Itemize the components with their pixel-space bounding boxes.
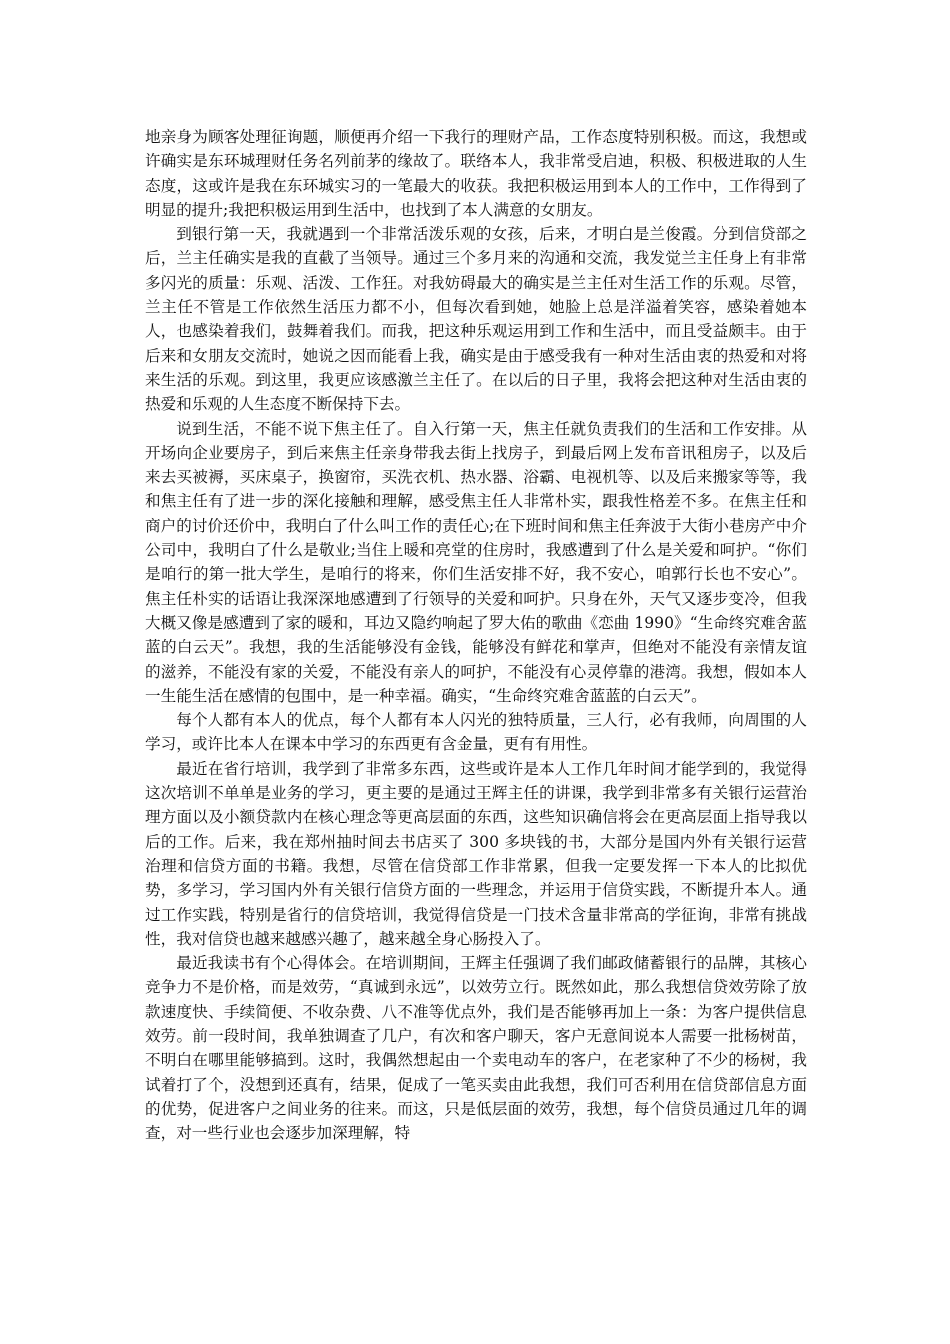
paragraph-5: 最近在省行培训，我学到了非常多东西，这些或许是本人工作几年时间才能学到的，我觉得这次培训不单单是业务的学习，更主要的是通过王辉主任的讲课，我学到非常多有关银行运营治理方面以及小额贷款内在核心理念等更高层面的东西，这些知识确信将会在更高层面上指导我以后的工作。后来，我在郑州抽时间去书店买了 300 多块钱的书，大部分是国内外有关银行运营治理和信贷方面的书籍。我想，尽管在信贷部工作非常累，但我一定要发挥一下本人的比拟优势，多学习，学习国内外有关银行信贷方面的一些理念，并运用于信贷实践，不断提升本人。通过工作实践，特别是省行的信贷培训，我觉得信贷是一门技术含量非常高的学征询，非常有挑战性，我对信贷也越来越感兴趣了，越来越全身心肠投入了。 [145, 759, 807, 948]
document-page [145, 125, 807, 1145]
paragraph-6: 最近我读书有个心得体会。在培训期间，王辉主任强调了我们邮政储蓄银行的品牌，其核心竞争力不是价格，而是效劳，“真诚到永远”，以效劳立行。既然如此，那么我想信贷效劳除了放款速度快、手续简便、不收杂费、八不准等优点外，我们是否能够再加上一条：为客户提供信息效劳。前一段时间，我单独调查了几户，有次和客户聊天，客户无意间说本人需要一批杨树苗，不明白在哪里能够搞到。这时，我偶然想起由一个卖电动车的客户，在老家种了不少的杨树，我试着打了个，没想到还真有，结果，促成了一笔买卖由此我想，我们可否利用在信贷部信息方面的优势，促进客户之间业务的往来。而这，只是低层面的效劳，我想，每个信贷员通过几年的调查，对一些行业也会逐步加深理解，特 [145, 954, 807, 1143]
paragraph-3: 说到生活，不能不说下焦主任了。自入行第一天，焦主任就负责我们的生活和工作安排。从开场向企业要房子，到后来焦主任亲身带我去街上找房子，到最后网上发布音讯租房子，以及后来去买被褥，买床桌子，换窗帘，买洗衣机、热水器、浴霸、电视机等、以及后来搬家等等，我和焦主任有了进一步的深化接触和理解，感受焦主任人非常朴实，跟我性格差不多。在焦主任和商户的讨价还价中，我明白了什么叫工作的责任心;在下班时间和焦主任奔波于大街小巷房产中介公司中，我明白了什么是敬业;当住上暖和亮堂的住房时，我感遭到了什么是关爱和呵护。“你们是咱行的第一批大学生，是咱行的将来，你们生活安排不好，我不安心，咱郭行长也不安心”。焦主任朴实的话语让我深深地感遭到了行领导的关爱和呵护。只身在外，天气又逐步变冷，但我大概又像是感遭到了家的暖和，耳边又隐约响起了罗大佑的歌曲《恋曲 1990》“生命终究难舍蓝蓝的白云天”。我想，我的生活能够没有金钱，能够没有鲜花和掌声，但绝对不能没有亲情友谊的滋养，不能没有家的关爱，不能没有亲人的呵护，不能没有心灵停靠的港湾。我想，假如本人一生能生活在感情的包围中，是一种幸福。确实，“生命终究难舍蓝蓝的白云天”。 [145, 419, 807, 705]
paragraph-1: 地亲身为顾客处理征询题，顺便再介绍一下我行的理财产品，工作态度特别积极。而这，我想或许确实是东环城理财任务名列前茅的缘故了。联络本人，我非常受启迪，积极、积极进取的人生态度，这或许是我在东环城实习的一笔最大的收获。我把积极运用到本人的工作中，工作得到了明显的提升;我把积极运用到生活中，也找到了本人满意的女朋友。 [145, 128, 807, 219]
paragraph-2: 到银行第一天，我就遇到一个非常活泼乐观的女孩，后来，才明白是兰俊霞。分到信贷部之后，兰主任确实是我的直截了当领导。通过三个多月来的沟通和交流，我发觉兰主任身上有非常多闪光的质量：乐观、活泼、工作狂。对我妨碍最大的确实是兰主任对生活工作的乐观。尽管，兰主任不管是工作依然生活压力都不小，但每次看到她，她脸上总是洋溢着笑容，感染着她本人，也感染着我们，鼓舞着我们。而我，把这种乐观运用到工作和生活中，而且受益颇丰。由于后来和女朋友交流时，她说之因而能看上我，确实是由于感受我有一种对生活由衷的热爱和对将来生活的乐观。到这里，我更应该感激兰主任了。在以后的日子里，我将会把这种对生活由衷的热爱和乐观的人生态度不断保持下去。 [145, 225, 807, 414]
paragraph-4: 每个人都有本人的优点，每个人都有本人闪光的独特质量，三人行，必有我师，向周围的人学习，或许比本人在课本中学习的东西更有含金量，更有有用性。 [145, 711, 807, 754]
